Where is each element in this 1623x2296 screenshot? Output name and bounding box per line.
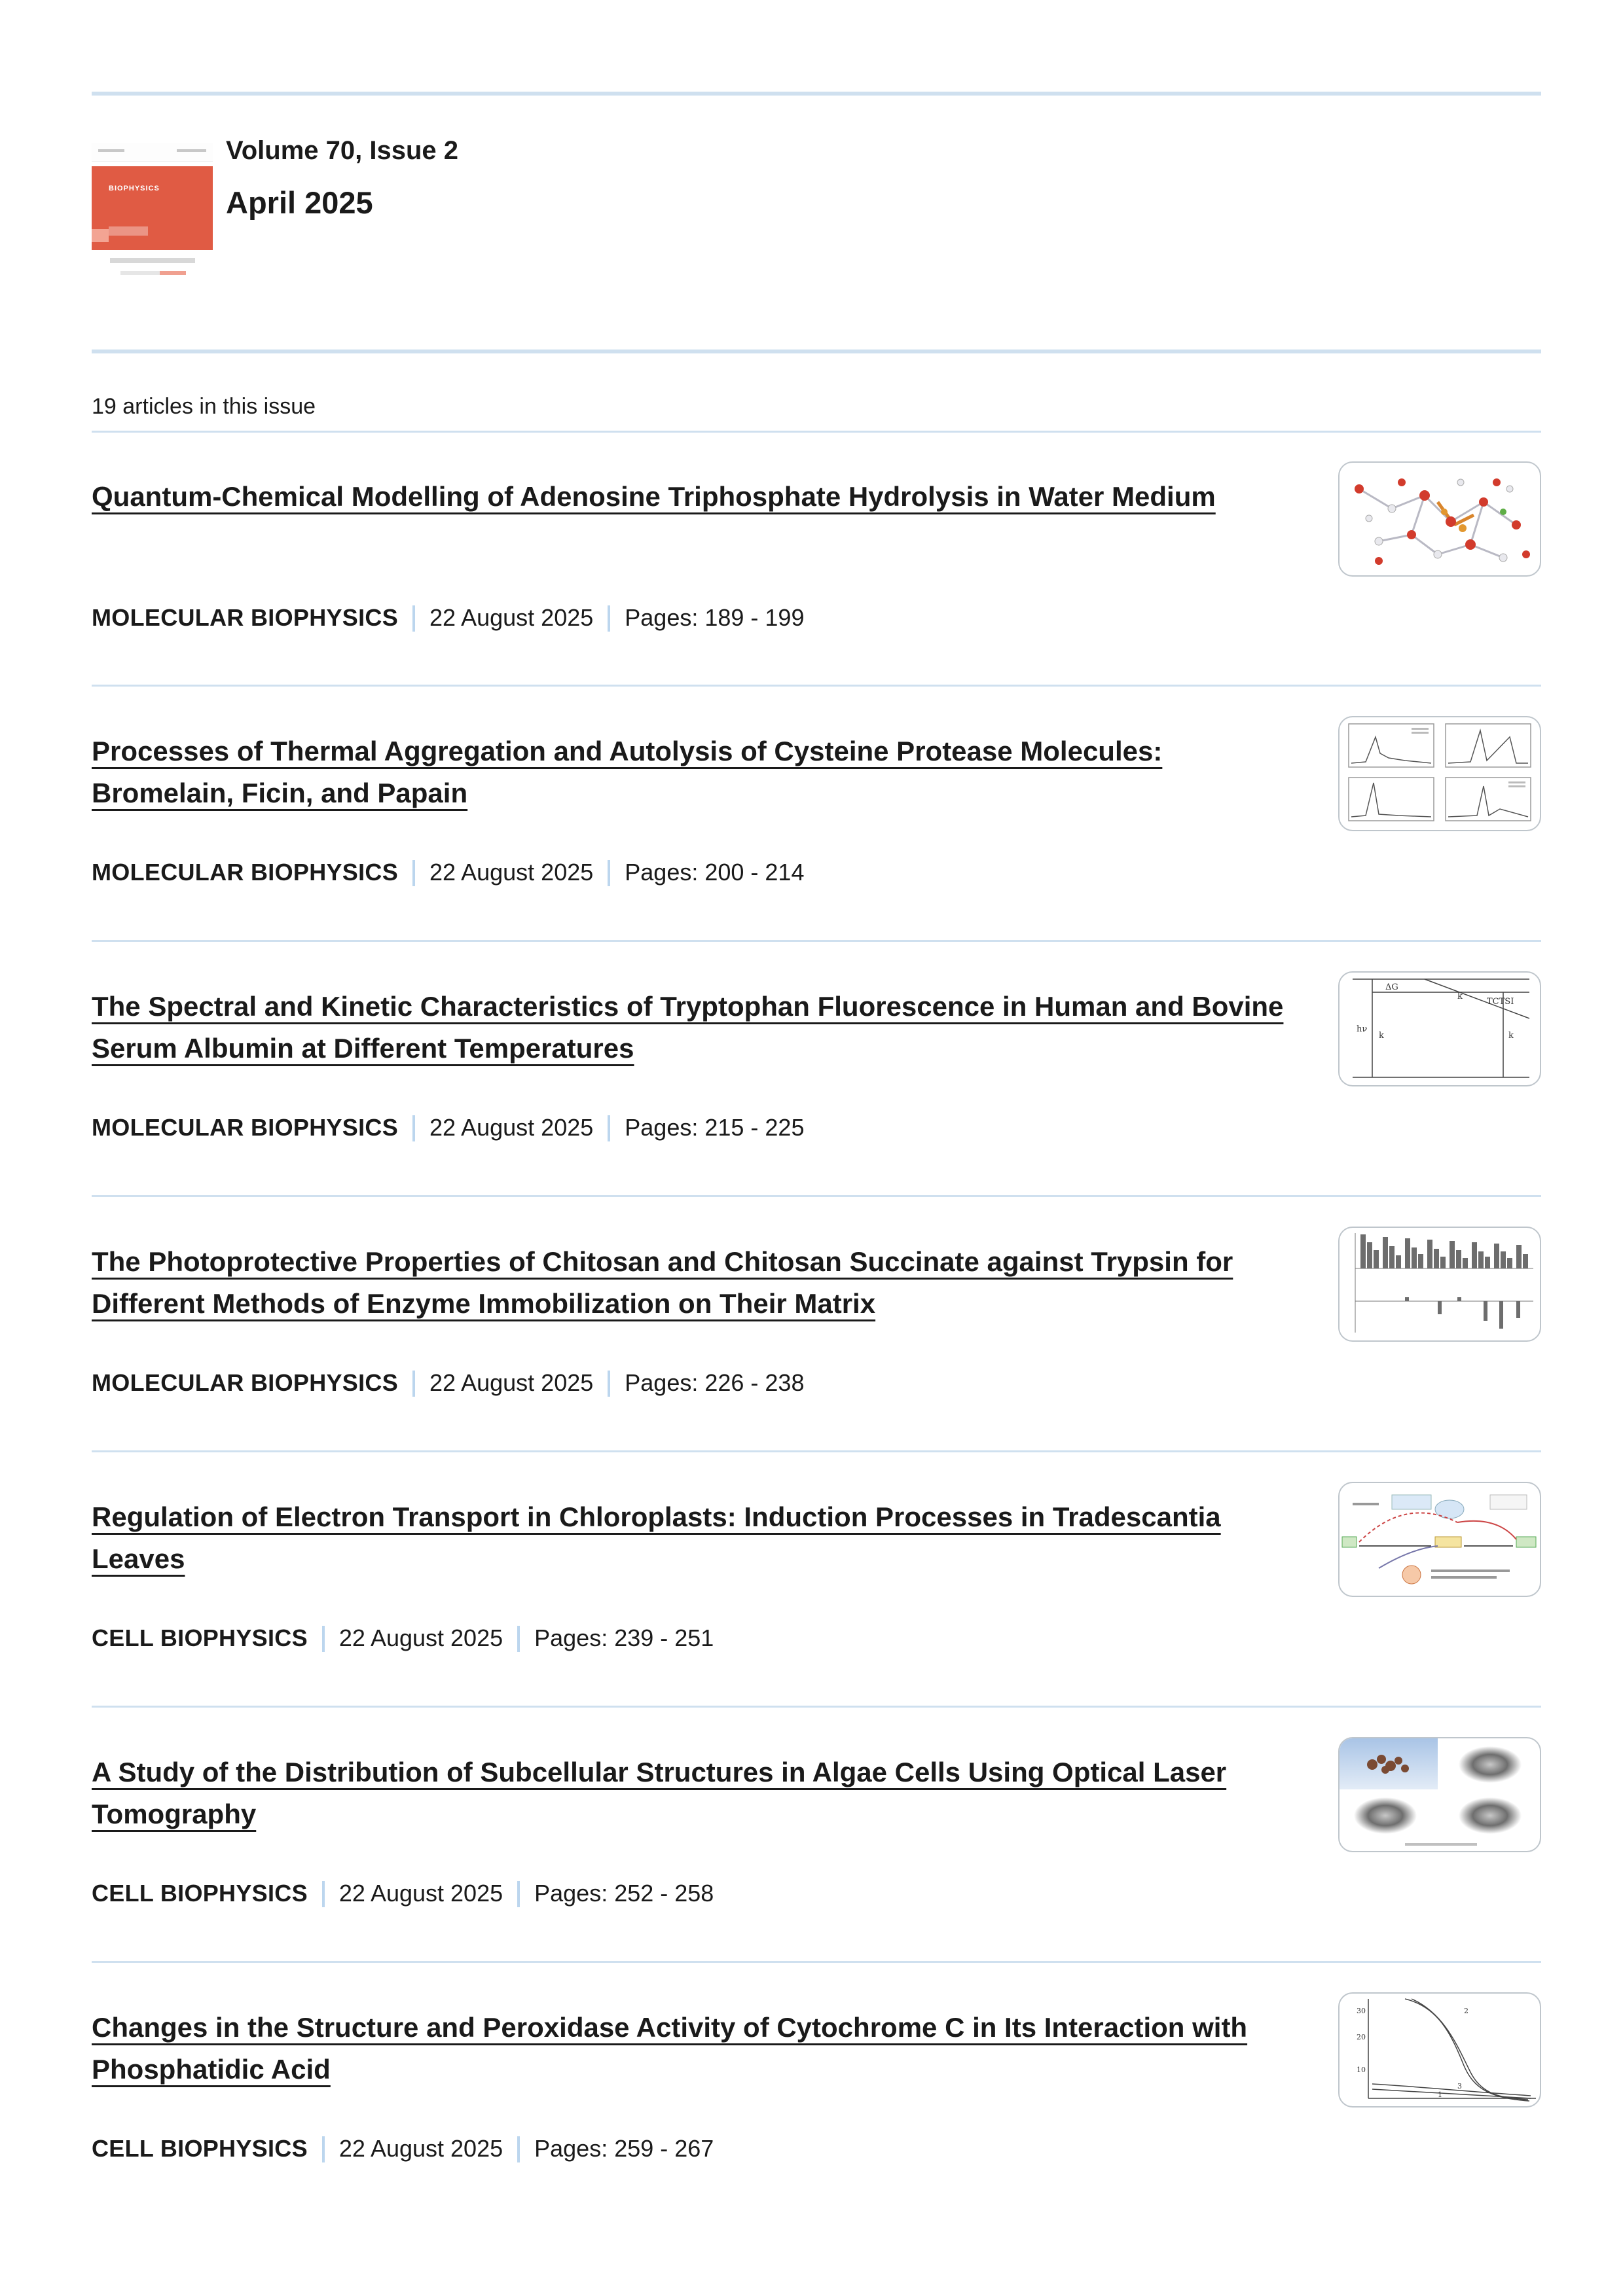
electron-transport-scheme-thumbnail[interactable] <box>1338 1482 1541 1597</box>
cover-title: BIOPHYSICS <box>109 185 160 192</box>
svg-text:30: 30 <box>1357 2007 1366 2015</box>
article-title-link[interactable]: Changes in the Structure and Peroxidase Activity of Cytochrome C in Its Interaction with Phosphatidic Acid <box>92 2012 1248 2085</box>
svg-text:TCTSI: TCTSI <box>1487 997 1514 1007</box>
svg-text:1: 1 <box>1438 2090 1442 2099</box>
article-section[interactable]: MOLECULAR BIOPHYSICS <box>92 859 399 886</box>
article-divider <box>92 1961 1541 1963</box>
article-section[interactable]: CELL BIOPHYSICS <box>92 1624 308 1651</box>
article-pages: Pages: 252 - 258 <box>534 1880 714 1907</box>
meta-separator <box>412 1115 415 1141</box>
article-section[interactable]: CELL BIOPHYSICS <box>92 2135 308 2162</box>
article-title-link[interactable]: A Study of the Distribution of Subcellular Structures in Algae Cells Using Optical Laser Tomography <box>92 1757 1227 1829</box>
article-title-link[interactable]: Processes of Thermal Aggregation and Autolysis of Cysteine Protease Molecules: Bromelain, Ficin, and Papain <box>92 736 1163 808</box>
article-title-link[interactable]: The Spectral and Kinetic Characteristics of Tryptophan Fluorescence in Human and Bovine Serum Albumin at Different Temperatures <box>92 991 1284 1064</box>
meta-separator <box>608 860 610 886</box>
article-title-link[interactable]: Regulation of Electron Transport in Chloroplasts: Induction Processes in Tradescantia Leaves <box>92 1501 1221 1574</box>
article-section[interactable]: MOLECULAR BIOPHYSICS <box>92 1114 399 1141</box>
article-title-link[interactable]: The Photoprotective Properties of Chitosan and Chitosan Succinate against Trypsin for Different Methods of Enzyme Immobilization on Their Matrix <box>92 1246 1233 1319</box>
article-date: 22 August 2025 <box>429 859 594 886</box>
article-title-link[interactable]: Quantum-Chemical Modelling of Adenosine Triphosphate Hydrolysis in Water Medium <box>92 481 1216 512</box>
meta-separator <box>517 2136 520 2162</box>
article-meta <box>92 1624 714 1652</box>
journal-cover-image[interactable] <box>92 143 213 288</box>
article-section[interactable]: MOLECULAR BIOPHYSICS <box>92 1369 399 1396</box>
article-divider <box>92 1450 1541 1452</box>
article-divider <box>92 1195 1541 1197</box>
molecule-structure-thumbnail[interactable] <box>1338 461 1541 577</box>
svg-text:20: 20 <box>1357 2033 1366 2041</box>
article-meta <box>92 2135 714 2162</box>
volume-issue-label: Volume 70, Issue 2 <box>226 136 458 165</box>
bar-chart-thumbnail[interactable] <box>1338 1227 1541 1342</box>
article-divider <box>92 940 1541 942</box>
article-pages: Pages: 226 - 238 <box>625 1369 805 1396</box>
article-date: 22 August 2025 <box>429 1369 594 1396</box>
svg-text:k: k <box>1457 992 1463 1001</box>
meta-separator <box>517 1626 520 1652</box>
article-date: 22 August 2025 <box>338 1624 503 1651</box>
article-date: 22 August 2025 <box>429 604 594 631</box>
header-divider <box>92 350 1541 353</box>
svg-text:hν: hν <box>1357 1024 1368 1034</box>
cover-red-panel <box>92 166 213 250</box>
meta-separator <box>412 860 415 886</box>
svg-text:10: 10 <box>1357 2066 1366 2074</box>
meta-separator <box>608 1371 610 1397</box>
article-section[interactable]: CELL BIOPHYSICS <box>92 1880 308 1907</box>
article-date: 22 August 2025 <box>429 1114 594 1141</box>
article-date: 22 August 2025 <box>338 2135 503 2162</box>
article-divider <box>92 685 1541 687</box>
meta-separator <box>608 1115 610 1141</box>
article-pages: Pages: 215 - 225 <box>625 1114 805 1141</box>
svg-text:3: 3 <box>1457 2082 1462 2090</box>
energy-level-diagram-thumbnail[interactable] <box>1338 971 1541 1086</box>
meta-separator <box>322 1626 325 1652</box>
article-meta <box>92 859 804 886</box>
article-pages: Pages: 239 - 251 <box>534 1624 714 1651</box>
svg-text:2: 2 <box>1464 2007 1468 2015</box>
meta-separator <box>608 605 610 632</box>
four-panel-spectra-thumbnail[interactable] <box>1338 716 1541 831</box>
issue-date: April 2025 <box>226 185 373 220</box>
article-pages: Pages: 189 - 199 <box>625 604 805 631</box>
cover-publisher-line <box>110 258 195 263</box>
article-meta <box>92 1114 804 1141</box>
article-meta <box>92 1369 804 1397</box>
meta-separator <box>412 605 415 632</box>
top-divider <box>92 92 1541 96</box>
article-section[interactable]: MOLECULAR BIOPHYSICS <box>92 604 399 631</box>
article-pages: Pages: 200 - 214 <box>625 859 805 886</box>
svg-text:k: k <box>1379 1031 1384 1041</box>
meta-separator <box>517 1881 520 1907</box>
svg-text:k: k <box>1508 1031 1514 1041</box>
svg-text:ΔG: ΔG <box>1385 982 1398 992</box>
article-date: 22 August 2025 <box>338 1880 503 1907</box>
cover-publisher-line-2 <box>120 271 186 275</box>
cover-header-band <box>92 143 213 162</box>
fluorescence-curves-thumbnail[interactable] <box>1338 1992 1541 2108</box>
meta-separator <box>412 1371 415 1397</box>
algae-tomography-thumbnail[interactable] <box>1338 1737 1541 1852</box>
article-meta <box>92 604 804 632</box>
article-pages: Pages: 259 - 267 <box>534 2135 714 2162</box>
meta-separator <box>322 1881 325 1907</box>
article-count: 19 articles in this issue <box>92 394 316 419</box>
article-meta <box>92 1880 714 1907</box>
article-divider <box>92 1706 1541 1708</box>
list-divider <box>92 431 1541 433</box>
meta-separator <box>322 2136 325 2162</box>
